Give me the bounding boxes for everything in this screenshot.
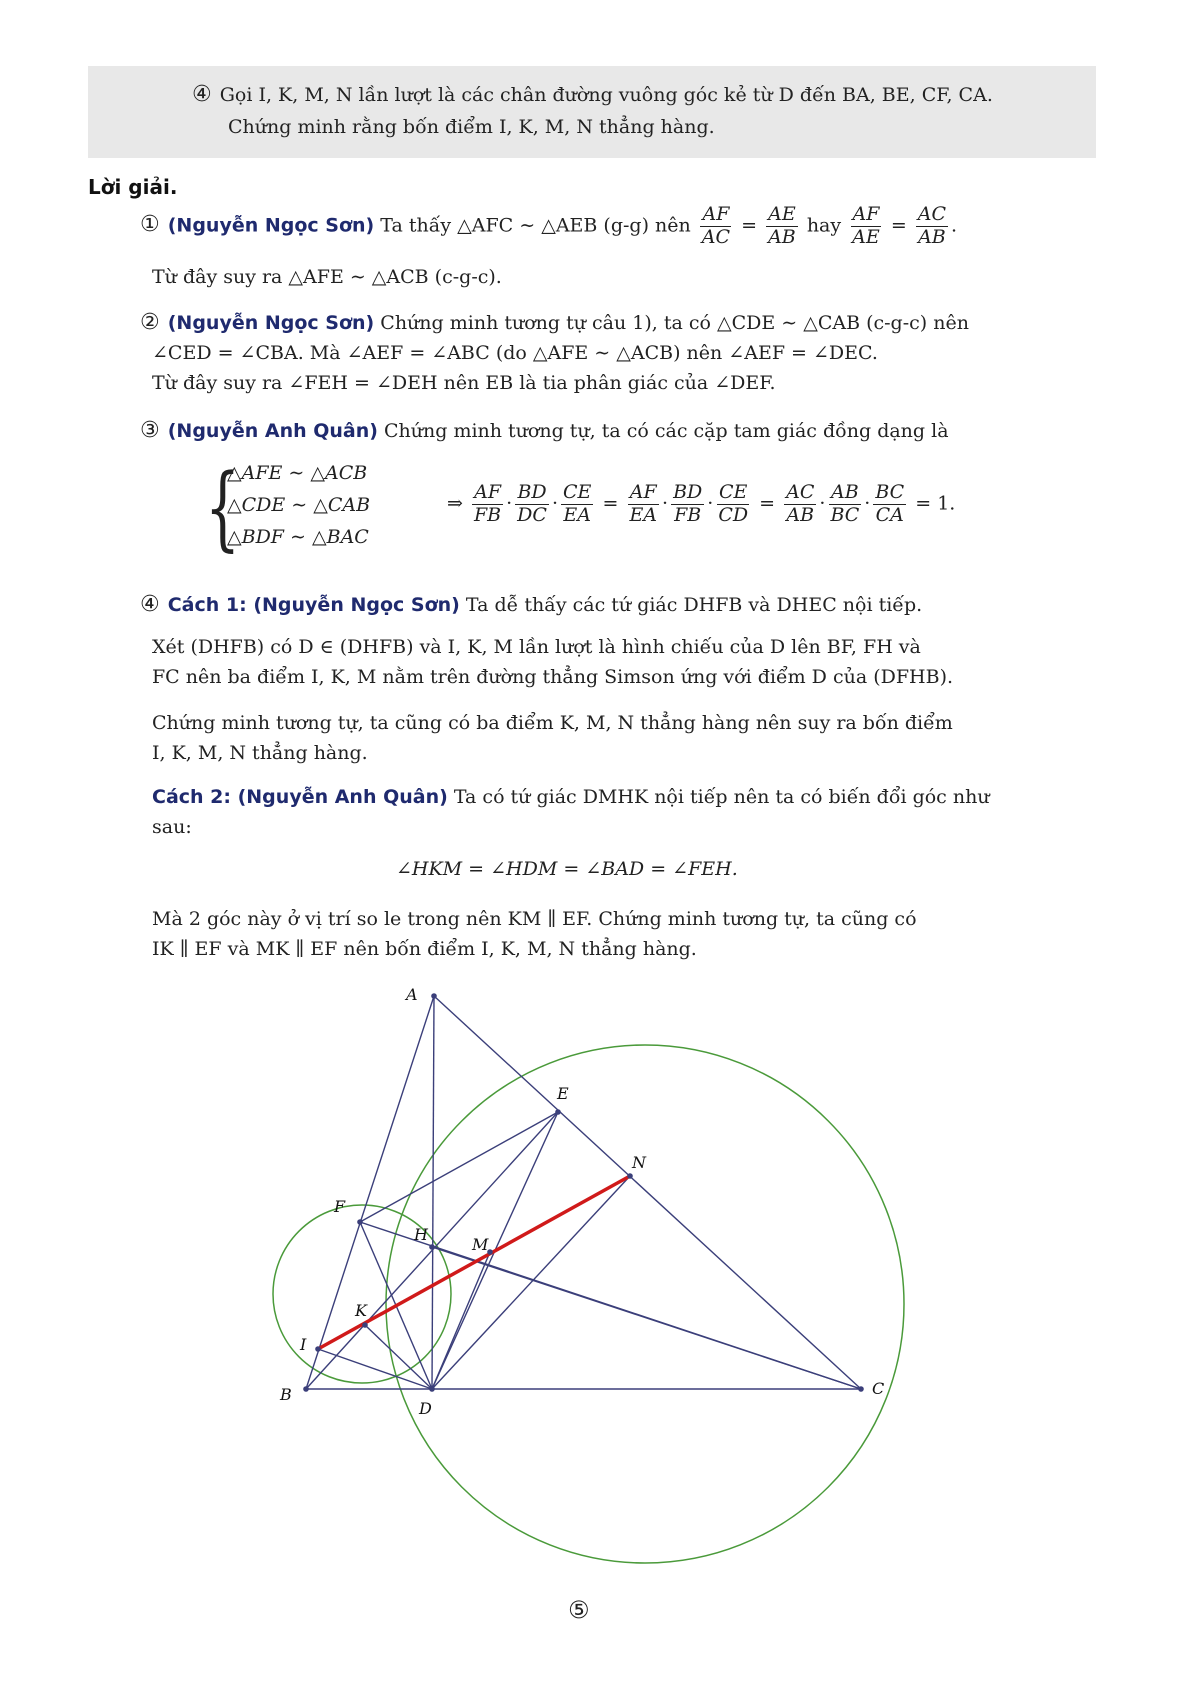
part2-author: (Nguyễn Ngọc Sơn) [167,312,375,334]
page-number: ⑤ [568,1596,590,1624]
p3-line1: Mà 2 góc này ở vị trí so le trong nên KM ∥ EF. Chứng minh tương tự, ta cũng có [152,908,917,930]
label-f: F [334,1197,346,1216]
frac-bd-dc: $\frac{BD}{DC}$ [517,481,547,526]
label-i: I [300,1335,307,1354]
frac-af-fb: $\frac{AF}{FB}$ [473,481,502,526]
label-b: B [280,1385,292,1404]
cach2-label: Cách 2: (Nguyễn Anh Quân) [152,786,448,808]
part2-line3: Từ đây suy ra ∠FEH = ∠DEH nên EB là tia phân giác của ∠DEF. [152,372,776,394]
left-brace: { [205,454,241,561]
circles [273,1045,904,1563]
fraction-ac-ab: $\frac{AC}{AB}$ [917,203,947,248]
system-eq-2: △CDE ∼ △CAB [227,494,371,516]
equals-sign: = [890,214,907,237]
label-d: D [419,1399,432,1418]
p1-line2: FC nên ba điểm I, K, M nằm trên đường thẳng Simson ứng với điểm D của (DFHB). [152,666,954,688]
point-b [303,1386,309,1392]
part2-text: Chứng minh tương tự câu 1), ta có △CDE ∼ △CAB (c-g-c) nên [380,312,969,334]
frac-ce-ea: $\frac{CE}{EA}$ [563,481,592,526]
problem-number: ④ [192,82,212,107]
point-c [858,1386,864,1392]
label-e: E [557,1084,569,1103]
point-e [555,1109,561,1115]
cach1-text: Ta dễ thấy các tứ giác DHFB và DHEC nội tiếp. [465,594,923,616]
part1-text: Ta thấy △AFC ∼ △AEB (g-g) nên [380,214,691,237]
frac-ac-ab: $\frac{AC}{AB}$ [786,481,815,526]
label-c: C [872,1379,885,1398]
ceva-product: ⇒ $\frac{AF}{FB}$ · $\frac{BD}{DC}$ · $\frac{CE}{EA}$ = $\frac{AF}{EA}$ · $\frac{BD}{FB}$ · $\frac{CE}{CD}$ = $\frac{AC}{AB}$ · $\frac{AB}{BC}$ · $\frac{BC}{CA}$ = 1. [447,481,956,526]
label-h: H [414,1225,428,1244]
p3-line2: IK ∥ EF và MK ∥ EF nên bốn điểm I, K, M, N thẳng hàng. [152,938,697,960]
cach2-text: Ta có tứ giác DMHK nội tiếp nên ta có biến đổi góc như [453,786,990,808]
part3-author: (Nguyễn Anh Quân) [167,420,378,442]
part2-line2: ∠CED = ∠CBA. Mà ∠AEF = ∠ABC (do △AFE ∼ △ACB) nên ∠AEF = ∠DEC. [152,342,878,364]
frac-ab-bc: $\frac{AB}{BC}$ [830,481,860,526]
part1-author: (Nguyễn Ngọc Sơn) [167,214,375,237]
system-eq-3: △BDF ∼ △BAC [227,526,369,548]
part3-text: Chứng minh tương tự, ta có các cặp tam giác đồng dạng là [384,420,949,442]
frac-ce-cd: $\frac{CE}{CD}$ [718,481,749,526]
p2-line2: I, K, M, N thẳng hàng. [152,742,368,764]
part3-number: ③ [140,418,160,443]
label-k: K [355,1301,367,1320]
p2-line1: Chứng minh tương tự, ta cũng có ba điểm K, M, N thẳng hàng nên suy ra bốn điểm [152,712,953,734]
fraction-ae-ab: $\frac{AE}{AB}$ [768,203,796,248]
point-n [627,1173,633,1179]
period: . [951,214,958,237]
ceva-result: = 1. [915,492,956,515]
segment-di [318,1349,432,1389]
point-h [429,1244,435,1250]
point-i [315,1346,321,1352]
frac-bd-fb: $\frac{BD}{FB}$ [673,481,703,526]
segment-dk [365,1325,432,1389]
implies-sign: ⇒ [447,492,463,515]
frac-bc-ca: $\frac{BC}{CA}$ [875,481,905,526]
angle-formula: ∠HKM = ∠HDM = ∠BAD = ∠FEH. [396,858,738,880]
cach1-label: Cách 1: (Nguyễn Ngọc Sơn) [167,594,460,616]
segment-dn [432,1176,630,1389]
part1-line2: Từ đây suy ra △AFE ∼ △ACB (c-g-c). [152,266,502,288]
part1-number: ① [140,212,160,238]
point-d [429,1386,435,1392]
cach2-line2: sau: [152,816,192,838]
p1-line1: Xét (DHFB) có D ∈ (DHFB) và I, K, M lần lượt là hình chiếu của D lên BF, FH và [152,636,921,658]
circle-dhec [386,1045,904,1563]
system-eq-1: △AFE ∼ △ACB [227,462,368,484]
point-a [431,993,437,999]
label-n: N [632,1153,646,1172]
label-m: M [472,1235,489,1254]
part2-number: ② [140,310,160,335]
hay-word: hay [806,214,842,237]
problem-line-2: Chứng minh rằng bốn điểm I, K, M, N thẳng hàng. [228,116,715,138]
frac-af-ea: $\frac{AF}{EA}$ [629,481,658,526]
label-a: A [406,985,418,1004]
segment-hc [432,1247,861,1389]
triangle-lines [306,996,861,1389]
solution-heading: Lời giải. [88,175,178,199]
altitude-ad [432,996,434,1389]
segment-fe [360,1112,558,1222]
part4-number: ④ [140,592,160,617]
point-f [357,1219,363,1225]
problem-line-1: ④ Gọi I, K, M, N lần lượt là các chân đường vuông góc kẻ từ D đến BA, BE, CF, CA. [192,82,993,107]
fraction-af-ac: $\frac{AF}{AC}$ [701,203,731,248]
segment-dm [432,1252,490,1389]
fraction-af-ae: $\frac{AF}{AE}$ [852,203,880,248]
point-k [362,1322,368,1328]
side-ac [434,996,861,1389]
equals-sign: = [741,214,758,237]
